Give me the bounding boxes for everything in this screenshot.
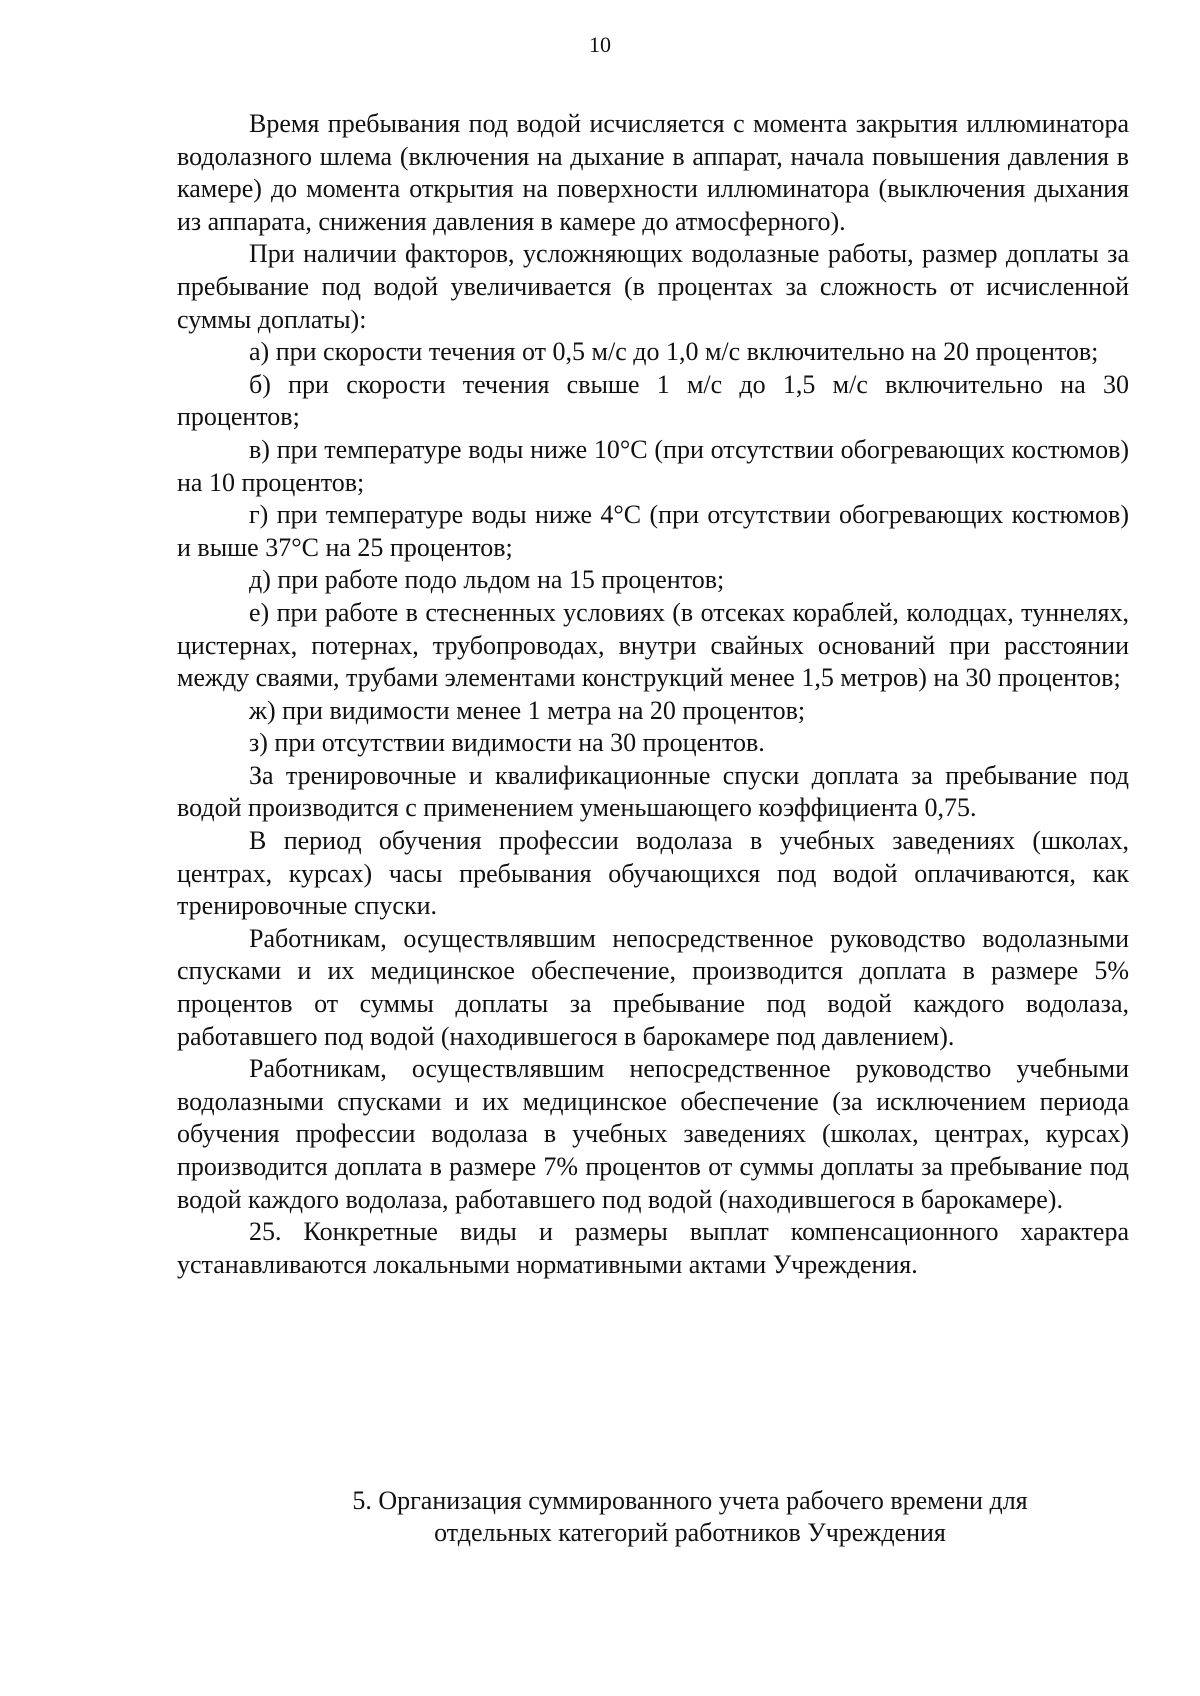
section-heading-line-1: 5. Организация суммированного учета рабочего времени для xyxy=(352,1486,1028,1515)
paragraph-training-period: В период обучения профессии водолаза в учебных заведениях (школах, центрах, курсах) часы пребывания обучающихся под водой оплачиваются, как тренировочные спуски. xyxy=(177,826,1129,921)
paragraph-training-descents: За тренировочные и квалификационные спуски доплата за пребывание под водой производится с применением уменьшающего коэффициента 0,75. xyxy=(177,760,1129,823)
paragraph-supervisors-7-percent: Работникам, осуществлявшим непосредственное руководство учебными водолазными спусками и их медицинское обеспечение (за исключением периода обучения профессии водолаза в учебных заведениях (школах, центрах, курсах) производится доплата в размере 7% процентов от суммы доплаты за пребывание под водой каждого водолаза, работавшего под водой (находившегося в барокамере). xyxy=(177,1054,1129,1214)
list-item-z: з) при отсутствии видимости на 30 процентов. xyxy=(249,728,765,758)
list-item-a: а) при скорости течения от 0,5 м/с до 1,0 м/с включительно на 20 процентов; xyxy=(249,337,1099,367)
list-item-zh: ж) при видимости менее 1 метра на 20 процентов; xyxy=(249,695,806,725)
paragraph-underwater-time: Время пребывания под водой исчисляется с момента закрытия иллюминатора водолазного шлема (включения на дыхание в аппарат, начала повышения давления в камере) до момента открытия на поверхности иллюминатора (выключения дыхания из аппарата, снижения давления в камере до атмосферного). xyxy=(177,109,1129,236)
list-item-e: е) при работе в стесненных условиях (в отсеках кораблей, колодцах, туннелях, цистернах, потернах, трубопроводах, внутри свайных оснований при расстоянии между сваями, трубами элементами конструкций менее 1,5 метров) на 30 процентов; xyxy=(177,597,1129,693)
list-item-g: г) при температуре воды ниже 4°С (при отсутствии обогревающих костюмов) и выше 37°С на 25 процентов; xyxy=(177,500,1129,562)
paragraph-item-25: 25. Конкретные виды и размеры выплат компенсационного характера устанавливаются локальными нормативными актами Учреждения. xyxy=(177,1217,1129,1279)
page-number: 10 xyxy=(589,32,611,57)
document-body xyxy=(177,108,1129,1281)
list-item-v: в) при температуре воды ниже 10°С (при отсутствии обогревающих костюмов) на 10 процентов; xyxy=(177,434,1129,497)
list-item-d: д) при работе подо льдом на 15 процентов; xyxy=(249,565,725,595)
list-item-b: б) при скорости течения свыше 1 м/с до 1,5 м/с включительно на 30 процентов; xyxy=(177,369,1129,432)
paragraph-supervisors-5-percent: Работникам, осуществлявшим непосредственное руководство водолазными спусками и их медицинское обеспечение, производится доплата в размере 5% процентов от суммы доплаты за пребывание под водой каждого водолаза, работавшего под водой (находившегося в барокамере под давлением). xyxy=(177,923,1129,1051)
section-heading-line-2: отдельных категорий работников Учреждения xyxy=(434,1518,946,1547)
section-heading xyxy=(260,1485,1120,1549)
paragraph-complicating-factors: При наличии факторов, усложняющих водолазные работы, размер доплаты за пребывание под водой увеличивается (в процентах за сложность от исчисленной суммы доплаты): xyxy=(177,239,1129,334)
